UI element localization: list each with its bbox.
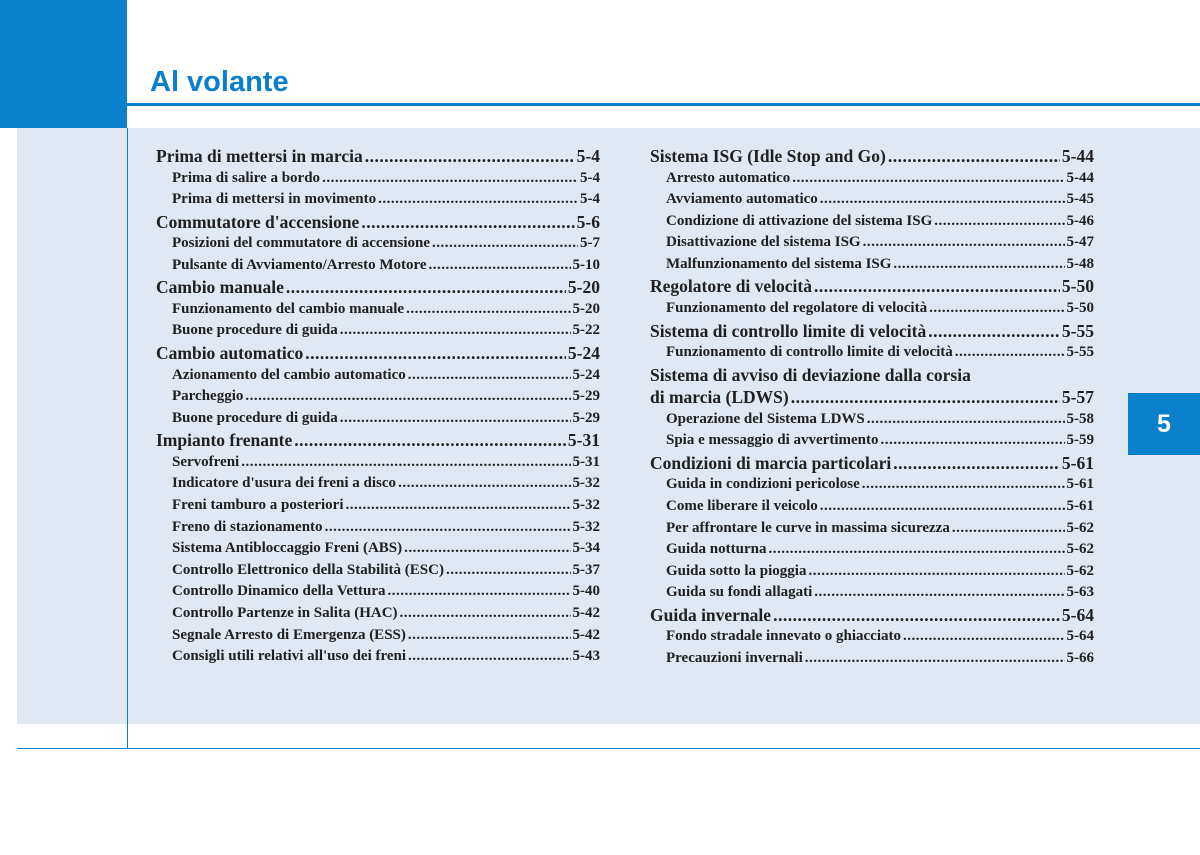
toc-page-number: 5-61 bbox=[1066, 476, 1094, 493]
toc-subsection-entry[interactable] bbox=[650, 539, 1094, 561]
toc-subsection-entry[interactable] bbox=[156, 495, 600, 517]
toc-page-number: 5-62 bbox=[1066, 562, 1094, 579]
toc-entry-title: Controllo Elettronico della Stabilità (ESC) bbox=[172, 561, 444, 578]
toc-dot-leader bbox=[820, 496, 1065, 518]
toc-column-right bbox=[650, 145, 1094, 670]
toc-entry-title: Pulsante di Avviamento/Arresto Motore bbox=[172, 256, 427, 273]
toc-subsection-entry[interactable] bbox=[156, 233, 600, 255]
toc-page-number: 5-55 bbox=[1061, 320, 1094, 341]
toc-entry-title: Controllo Dinamico della Vettura bbox=[172, 583, 386, 600]
toc-page-number: 5-59 bbox=[1066, 432, 1094, 449]
toc-entry-title: Guida in condizioni pericolose bbox=[666, 476, 860, 493]
toc-dot-leader bbox=[322, 168, 578, 190]
toc-entry-title: Guida notturna bbox=[666, 541, 767, 558]
toc-entry-title: Commutatore d'accensione bbox=[156, 211, 360, 232]
horizontal-divider bbox=[17, 748, 1200, 749]
toc-entry-title: Parcheggio bbox=[172, 388, 244, 405]
toc-dot-leader bbox=[446, 560, 571, 582]
toc-page-number: 5-31 bbox=[567, 430, 600, 451]
toc-entry-title: Funzionamento del cambio manuale bbox=[172, 300, 405, 317]
toc-dot-leader bbox=[863, 232, 1065, 254]
toc-subsection-entry[interactable] bbox=[156, 625, 600, 647]
toc-section-entry[interactable] bbox=[650, 275, 1094, 298]
toc-subsection-entry[interactable] bbox=[650, 211, 1094, 233]
toc-page-number: 5-61 bbox=[1066, 497, 1094, 514]
toc-dot-leader bbox=[934, 211, 1064, 233]
toc-page-number: 5-20 bbox=[567, 277, 600, 298]
toc-subsection-entry[interactable] bbox=[156, 473, 600, 495]
toc-subsection-entry[interactable] bbox=[156, 560, 600, 582]
toc-dot-leader bbox=[893, 452, 1060, 475]
toc-subsection-entry[interactable] bbox=[156, 581, 600, 603]
toc-dot-leader bbox=[346, 495, 571, 517]
toc-subsection-entry[interactable] bbox=[650, 254, 1094, 276]
toc-subsection-entry[interactable] bbox=[650, 582, 1094, 604]
toc-entry-title: Come liberare il veicolo bbox=[666, 497, 818, 514]
header-color-block bbox=[0, 0, 127, 128]
toc-entry-title: Cambio manuale bbox=[156, 277, 284, 298]
toc-dot-leader bbox=[955, 342, 1065, 364]
toc-subsection-entry[interactable] bbox=[650, 496, 1094, 518]
toc-section-entry[interactable] bbox=[156, 342, 600, 365]
toc-entry-title: Per affrontare le curve in massima sicurezza bbox=[666, 519, 950, 536]
toc-dot-leader bbox=[408, 625, 571, 647]
toc-dot-leader bbox=[406, 299, 570, 321]
toc-section-entry[interactable] bbox=[650, 145, 1094, 168]
toc-page-number: 5-42 bbox=[572, 605, 600, 621]
toc-subsection-entry[interactable] bbox=[156, 255, 600, 277]
toc-subsection-entry[interactable] bbox=[650, 518, 1094, 540]
toc-subsection-entry[interactable] bbox=[650, 342, 1094, 364]
toc-section-entry[interactable] bbox=[650, 452, 1094, 475]
toc-dot-leader bbox=[429, 255, 571, 277]
toc-page-number: 5-20 bbox=[572, 300, 600, 317]
toc-dot-leader bbox=[241, 452, 570, 474]
toc-column-left bbox=[156, 145, 600, 668]
toc-entry-title-line[interactable]: Sistema di avviso di deviazione dalla corsia bbox=[650, 364, 971, 385]
toc-page-number: 5-44 bbox=[1061, 146, 1094, 166]
toc-page-number: 5-61 bbox=[1061, 452, 1094, 473]
toc-entry-title: di marcia (LDWS) bbox=[650, 387, 789, 408]
toc-page-number: 5-40 bbox=[572, 583, 600, 600]
toc-subsection-entry[interactable] bbox=[156, 603, 600, 625]
toc-page-number: 5-29 bbox=[572, 388, 600, 405]
toc-page-number: 5-4 bbox=[580, 191, 600, 208]
toc-dot-leader bbox=[814, 275, 1060, 298]
toc-subsection-entry[interactable] bbox=[156, 408, 600, 430]
toc-dot-leader bbox=[325, 517, 571, 539]
toc-dot-leader bbox=[814, 582, 1064, 604]
toc-subsection-entry[interactable] bbox=[156, 517, 600, 539]
toc-entry-title: Disattivazione del sistema ISG bbox=[666, 234, 861, 251]
toc-dot-leader bbox=[928, 320, 1060, 343]
toc-page-number: 5-45 bbox=[1066, 191, 1094, 208]
toc-entry-title: Prima di salire a bordo bbox=[172, 169, 321, 186]
toc-subsection-entry[interactable] bbox=[156, 386, 600, 408]
toc-dot-leader bbox=[792, 168, 1064, 190]
toc-page-number: 5-32 bbox=[572, 475, 600, 492]
toc-entry-title: Buone procedure di guida bbox=[172, 322, 338, 339]
toc-page-number: 5-43 bbox=[572, 648, 600, 665]
toc-subsection-entry[interactable] bbox=[156, 538, 600, 560]
toc-page-number: 5-29 bbox=[572, 409, 600, 426]
vertical-divider bbox=[127, 128, 128, 749]
toc-page-number: 5-64 bbox=[1066, 628, 1094, 645]
page-title: Al volante bbox=[150, 66, 289, 98]
toc-dot-leader bbox=[305, 342, 566, 365]
toc-dot-leader bbox=[768, 539, 1064, 561]
toc-page-number: 5-62 bbox=[1066, 541, 1094, 558]
toc-entry-title: Guida su fondi allagati bbox=[666, 584, 813, 601]
toc-page-number: 5-32 bbox=[572, 497, 600, 514]
toc-subsection-entry[interactable] bbox=[156, 452, 600, 474]
toc-entry-title: Servofreni bbox=[172, 453, 240, 470]
toc-subsection-entry[interactable] bbox=[650, 298, 1094, 320]
toc-entry-title: Precauzioni invernali bbox=[666, 650, 803, 666]
toc-entry-title: Avviamento automatico bbox=[666, 191, 818, 208]
toc-dot-leader bbox=[432, 233, 578, 255]
toc-page-number: 5-42 bbox=[572, 626, 600, 643]
toc-subsection-entry[interactable] bbox=[156, 189, 600, 211]
toc-dot-leader bbox=[378, 189, 578, 211]
toc-page-number: 5-66 bbox=[1066, 650, 1094, 666]
toc-page-number: 5-4 bbox=[580, 169, 600, 186]
toc-page-number: 5-46 bbox=[1066, 212, 1094, 229]
toc-page-number: 5-32 bbox=[572, 518, 600, 535]
toc-subsection-entry[interactable] bbox=[650, 168, 1094, 190]
toc-dot-leader bbox=[387, 581, 570, 603]
toc-entry-title: Arresto automatico bbox=[666, 169, 791, 186]
toc-subsection-entry[interactable] bbox=[650, 189, 1094, 211]
toc-page-number: 5-58 bbox=[1066, 410, 1094, 427]
toc-entry-title: Indicatore d'usura dei freni a disco bbox=[172, 475, 397, 492]
chapter-tab[interactable]: 5 bbox=[1128, 393, 1200, 455]
toc-page-number: 5-4 bbox=[576, 146, 600, 166]
toc-dot-leader bbox=[340, 320, 571, 342]
toc-section-entry[interactable] bbox=[650, 320, 1094, 343]
toc-dot-leader bbox=[245, 386, 570, 408]
toc-entry-title: Sistema Antibloccaggio Freni (ABS) bbox=[172, 540, 403, 557]
toc-section-entry[interactable] bbox=[156, 211, 600, 234]
toc-subsection-entry[interactable] bbox=[156, 168, 600, 190]
toc-entry-title: Malfunzionamento del sistema ISG bbox=[666, 255, 892, 272]
toc-dot-leader bbox=[805, 648, 1065, 670]
toc-page-number: 5-7 bbox=[580, 235, 600, 252]
toc-dot-leader bbox=[361, 211, 574, 234]
toc-entry-title: Freno di stazionamento bbox=[172, 518, 323, 535]
toc-entry-title: Prima di mettersi in marcia bbox=[156, 146, 363, 166]
toc-section-entry[interactable] bbox=[650, 604, 1094, 627]
toc-page-number: 5-24 bbox=[567, 343, 600, 364]
toc-entry-title: Sistema ISG (Idle Stop and Go) bbox=[650, 146, 886, 166]
toc-entry-title: Regolatore di velocità bbox=[650, 276, 812, 297]
toc-entry-title: Prima di mettersi in movimento bbox=[172, 191, 377, 208]
toc-dot-leader bbox=[365, 145, 575, 168]
toc-dot-leader bbox=[408, 365, 571, 387]
toc-entry-title: Spia e messaggio di avvertimento bbox=[666, 432, 879, 449]
toc-page-number: 5-10 bbox=[572, 256, 600, 273]
toc-page-number: 5-62 bbox=[1066, 519, 1094, 536]
toc-subsection-entry[interactable] bbox=[650, 474, 1094, 496]
toc-dot-leader bbox=[286, 276, 566, 299]
toc-page-number: 5-55 bbox=[1066, 344, 1094, 361]
toc-page-number: 5-64 bbox=[1061, 604, 1094, 625]
toc-entry-title: Sistema di controllo limite di velocità bbox=[650, 320, 927, 341]
toc-subsection-entry[interactable] bbox=[156, 365, 600, 387]
toc-dot-leader bbox=[408, 646, 570, 668]
toc-entry-title: Segnale Arresto di Emergenza (ESS) bbox=[172, 626, 406, 643]
toc-entry-title: Posizioni del commutatore di accensione bbox=[172, 235, 431, 252]
toc-subsection-entry[interactable] bbox=[650, 232, 1094, 254]
title-underline bbox=[127, 103, 1200, 106]
toc-entry-title: Guida sotto la pioggia bbox=[666, 562, 807, 579]
toc-entry-title: Controllo Partenze in Salita (HAC) bbox=[172, 605, 398, 621]
toc-page-number: 5-50 bbox=[1066, 299, 1094, 316]
toc-dot-leader bbox=[903, 626, 1065, 648]
toc-entry-title: Guida invernale bbox=[650, 604, 772, 625]
toc-page-number: 5-22 bbox=[572, 322, 600, 339]
toc-subsection-entry[interactable] bbox=[650, 626, 1094, 648]
toc-dot-leader bbox=[952, 518, 1065, 540]
toc-entry-title: Azionamento del cambio automatico bbox=[172, 366, 406, 383]
toc-dot-leader bbox=[294, 429, 566, 452]
toc-subsection-entry[interactable] bbox=[650, 430, 1094, 452]
toc-entry-title: Impianto frenante bbox=[156, 430, 293, 451]
toc-entry-title: Funzionamento di controllo limite di velocità bbox=[666, 344, 953, 361]
toc-dot-leader bbox=[880, 430, 1064, 452]
toc-dot-leader bbox=[888, 145, 1060, 168]
toc-page-number: 5-6 bbox=[576, 211, 600, 232]
toc-entry-title: Fondo stradale innevato o ghiacciato bbox=[666, 628, 901, 645]
toc-page-number: 5-44 bbox=[1066, 169, 1094, 186]
toc-page-number: 5-63 bbox=[1066, 584, 1094, 601]
toc-page-number: 5-37 bbox=[572, 561, 600, 578]
toc-page-number: 5-24 bbox=[572, 366, 600, 383]
toc-section-entry[interactable] bbox=[650, 386, 1094, 409]
toc-page-number: 5-47 bbox=[1066, 234, 1094, 251]
toc-dot-leader bbox=[808, 561, 1064, 583]
toc-entry-title: Condizioni di marcia particolari bbox=[650, 452, 892, 473]
toc-entry-title: Operazione del Sistema LDWS bbox=[666, 410, 865, 427]
toc-page-number: 5-48 bbox=[1066, 255, 1094, 272]
toc-dot-leader bbox=[862, 474, 1065, 496]
toc-dot-leader bbox=[773, 604, 1060, 627]
toc-entry-title: Buone procedure di guida bbox=[172, 409, 338, 426]
toc-dot-leader bbox=[398, 473, 570, 495]
toc-subsection-entry[interactable] bbox=[650, 561, 1094, 583]
toc-dot-leader bbox=[404, 538, 570, 560]
toc-page-number: 5-50 bbox=[1061, 276, 1094, 297]
toc-section-entry[interactable] bbox=[156, 276, 600, 299]
toc-entry-title: Funzionamento del regolatore di velocità bbox=[666, 299, 928, 316]
toc-page-number: 5-34 bbox=[572, 540, 600, 557]
toc-entry-title: Cambio automatico bbox=[156, 343, 304, 364]
toc-subsection-entry[interactable] bbox=[156, 320, 600, 342]
toc-entry-title: Freni tamburo a posteriori bbox=[172, 497, 344, 514]
toc-dot-leader bbox=[929, 298, 1064, 320]
toc-section-entry[interactable] bbox=[156, 145, 600, 168]
toc-entry-title: Condizione di attivazione del sistema ISG bbox=[666, 212, 933, 229]
toc-dot-leader bbox=[893, 254, 1064, 276]
toc-section-entry[interactable] bbox=[156, 429, 600, 452]
toc-dot-leader bbox=[791, 386, 1060, 409]
toc-dot-leader bbox=[820, 189, 1065, 211]
toc-page-number: 5-57 bbox=[1061, 387, 1094, 408]
toc-entry-title: Consigli utili relativi all'uso dei freni bbox=[172, 648, 407, 665]
toc-subsection-entry[interactable] bbox=[650, 648, 1094, 670]
toc-dot-leader bbox=[340, 408, 571, 430]
toc-subsection-entry[interactable] bbox=[156, 646, 600, 668]
toc-dot-leader bbox=[400, 603, 571, 625]
toc-page-number: 5-31 bbox=[572, 453, 600, 470]
toc-dot-leader bbox=[867, 409, 1065, 431]
toc-subsection-entry[interactable] bbox=[156, 299, 600, 321]
toc-subsection-entry[interactable] bbox=[650, 409, 1094, 431]
